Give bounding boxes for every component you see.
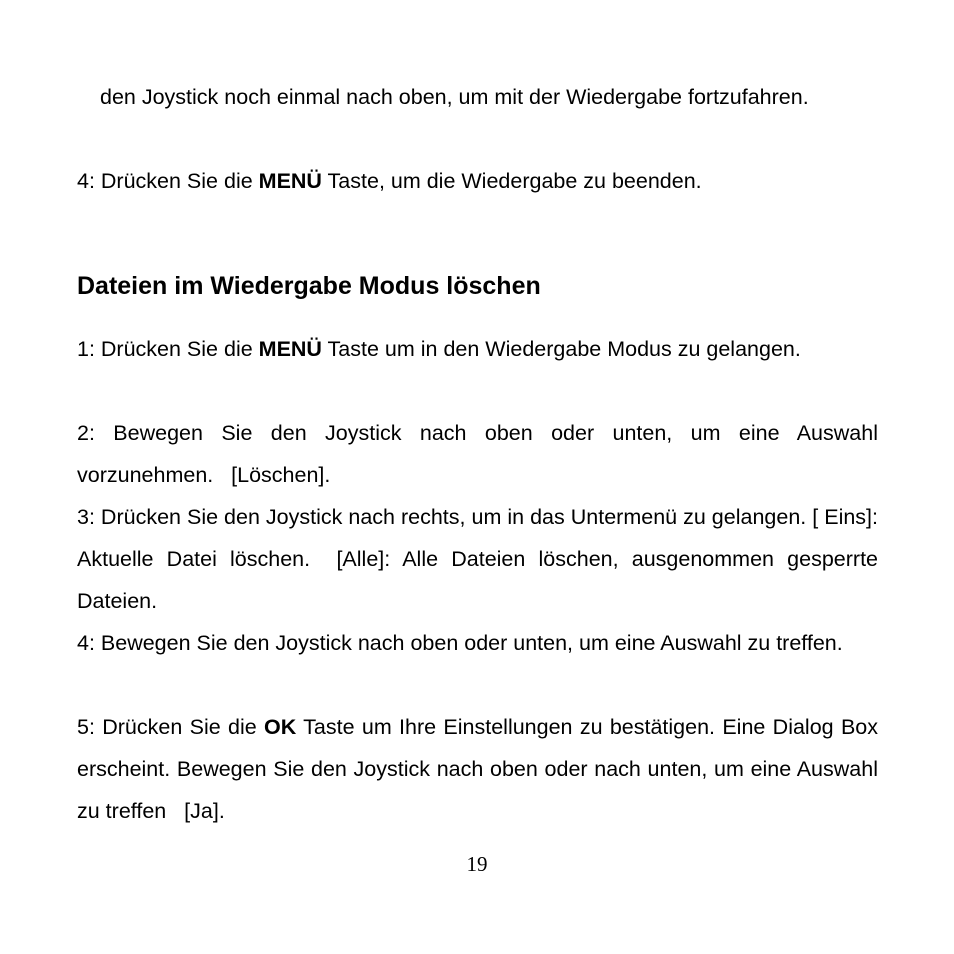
ok-key-label: OK xyxy=(264,715,297,739)
playback-step-4 xyxy=(77,160,878,202)
menu-key-label: MENÜ xyxy=(258,169,322,193)
step-text-suffix: Taste um in den Wiedergabe Modus zu gelangen. xyxy=(321,337,801,361)
delete-step-3: 3: Drücken Sie den Joystick nach rechts, um in das Untermenü zu gelangen. [ Eins]: Aktuelle Datei löschen. [Alle]: Alle Dateien löschen, ausgenommen gesperrte Dateien. xyxy=(77,505,878,613)
step-text-prefix: 5: Drücken Sie die xyxy=(77,715,264,739)
page-number: 19 xyxy=(466,852,488,876)
continuation-text: den Joystick noch einmal nach oben, um mit der Wiedergabe fortzufahren. xyxy=(100,85,809,109)
delete-step-5 xyxy=(77,706,878,832)
step-text-suffix: Taste um Ihre Einstellungen zu bestätigen. Eine Dialog Box erscheint. Bewegen Sie den Joystick nach oben oder nach unten, um eine Auswahl zu treffen [Ja]. xyxy=(77,715,878,823)
step-text-prefix: 4: Drücken Sie die xyxy=(77,169,259,193)
delete-step-1 xyxy=(77,328,878,370)
step-text-suffix: Taste, um die Wiedergabe zu beenden. xyxy=(321,169,702,193)
delete-step-2: 2: Bewegen Sie den Joystick nach oben oder unten, um eine Auswahl vorzunehmen. [Löschen]. xyxy=(77,421,878,487)
delete-step-4: 4: Bewegen Sie den Joystick nach oben oder unten, um eine Auswahl zu treffen. xyxy=(77,631,843,655)
step-text-prefix: 1: Drücken Sie die xyxy=(77,337,259,361)
continuation-paragraph xyxy=(100,76,878,118)
menu-key-label: MENÜ xyxy=(258,337,322,361)
section-heading: Dateien im Wiedergabe Modus löschen xyxy=(77,272,541,300)
